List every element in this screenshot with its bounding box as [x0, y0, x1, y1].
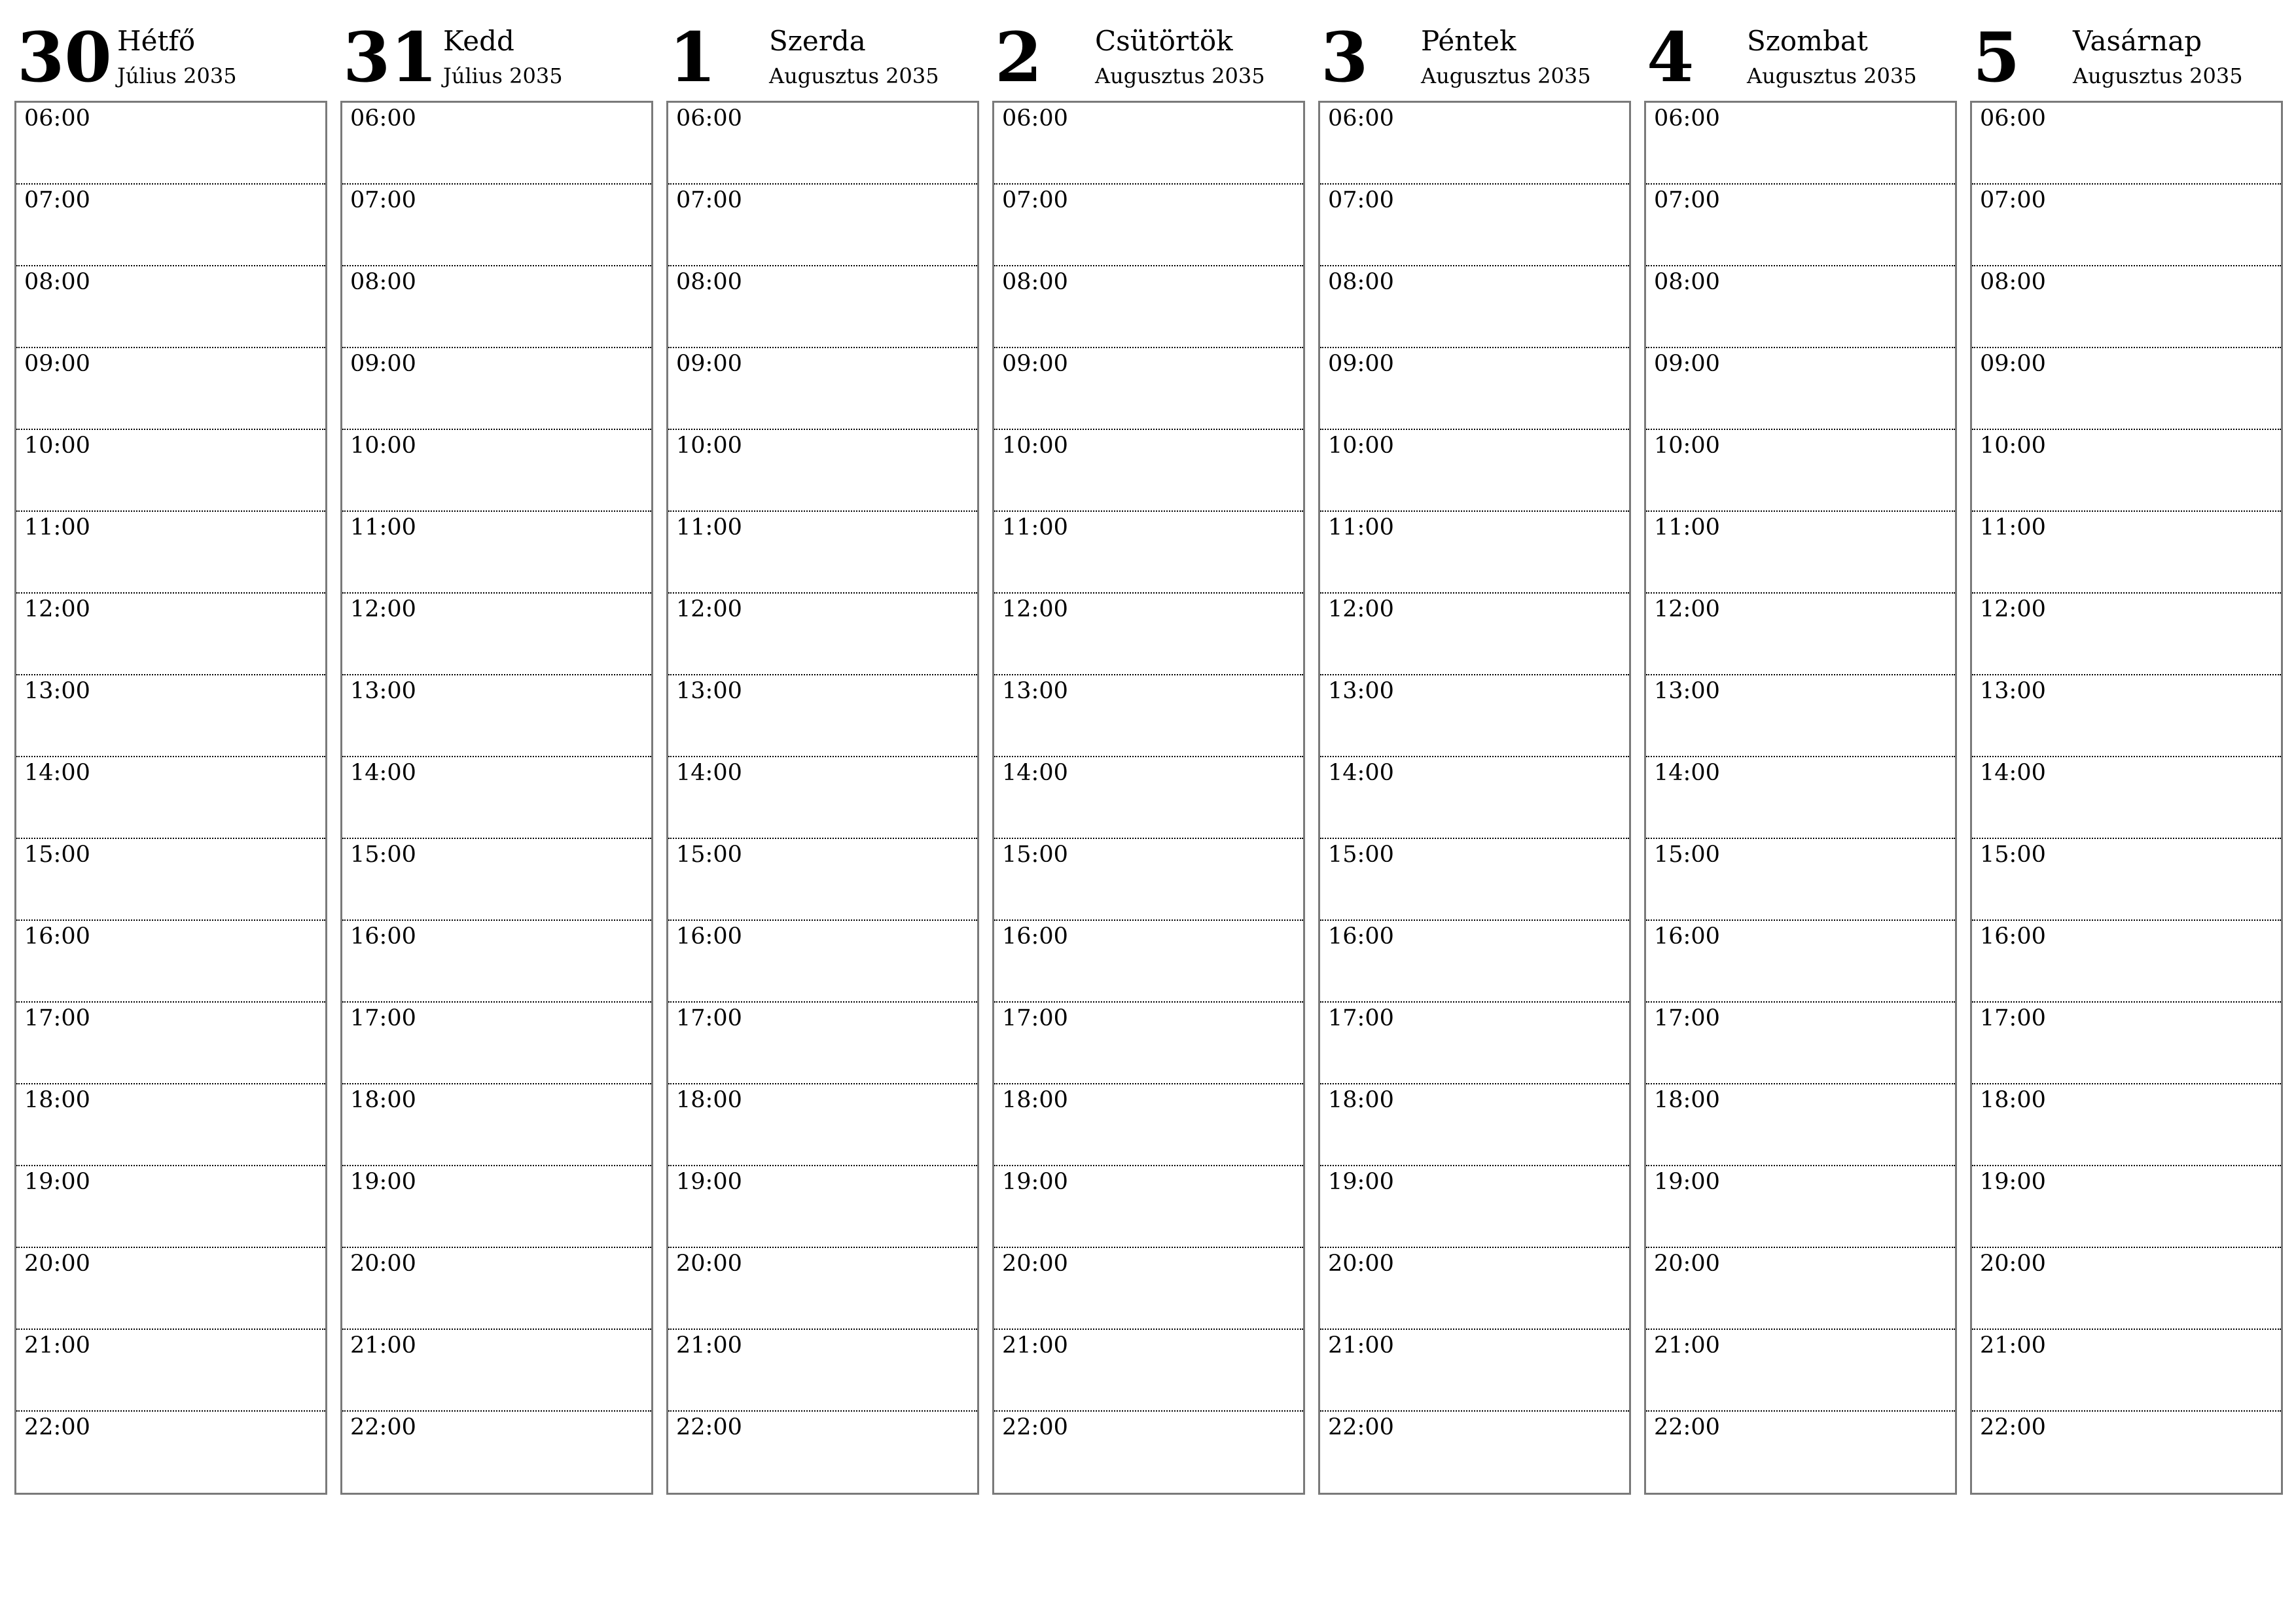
hour-slot[interactable] [1320, 921, 1629, 1003]
hour-slot[interactable] [1646, 921, 1955, 1003]
hour-slot[interactable] [16, 1084, 325, 1166]
hour-slot[interactable] [1320, 430, 1629, 512]
hour-label: 09:00 [676, 351, 742, 377]
hour-grid [666, 101, 979, 1495]
hour-slot[interactable] [342, 430, 651, 512]
hour-label: 17:00 [1328, 1005, 1394, 1031]
month-label: Július 2035 [443, 63, 563, 88]
hour-slot[interactable] [1320, 348, 1629, 430]
day-number: 30 [17, 17, 112, 98]
hour-slot[interactable] [668, 757, 977, 839]
hour-slot[interactable] [1646, 266, 1955, 348]
hour-slot[interactable] [668, 675, 977, 757]
hour-grid [1970, 101, 2283, 1495]
hour-slot[interactable] [16, 348, 325, 430]
hour-slot[interactable] [994, 185, 1303, 266]
hour-slot[interactable] [1320, 103, 1629, 185]
day-header [1970, 17, 2283, 101]
hour-slot[interactable] [342, 839, 651, 921]
hour-label: 12:00 [24, 596, 90, 622]
hour-slot[interactable] [1320, 1330, 1629, 1412]
day-column [1970, 17, 2283, 1499]
hour-slot[interactable] [1320, 1084, 1629, 1166]
hour-label: 22:00 [676, 1414, 742, 1440]
hour-slot[interactable] [1972, 1330, 2281, 1412]
hour-label: 21:00 [1002, 1332, 1068, 1359]
hour-label: 15:00 [1980, 842, 2046, 868]
hour-label: 20:00 [1328, 1251, 1394, 1277]
day-number: 1 [669, 17, 717, 98]
hour-slot[interactable] [994, 1330, 1303, 1412]
hour-slot[interactable] [342, 921, 651, 1003]
hour-slot[interactable] [994, 757, 1303, 839]
hour-label: 15:00 [1328, 842, 1394, 868]
hour-label: 11:00 [1980, 514, 2046, 541]
hour-label: 16:00 [676, 923, 742, 950]
month-label: Augusztus 2035 [1095, 63, 1265, 88]
hour-slot[interactable] [16, 185, 325, 266]
hour-label: 14:00 [1654, 760, 1720, 786]
hour-slot[interactable] [668, 512, 977, 594]
hour-label: 15:00 [24, 842, 90, 868]
hour-slot[interactable] [668, 103, 977, 185]
hour-label: 19:00 [350, 1169, 416, 1195]
hour-slot[interactable] [1646, 839, 1955, 921]
month-label: Augusztus 2035 [2073, 63, 2243, 88]
hour-slot[interactable] [994, 266, 1303, 348]
hour-label: 06:00 [676, 105, 742, 132]
hour-label: 10:00 [24, 433, 90, 459]
hour-slot[interactable] [668, 1248, 977, 1330]
hour-label: 10:00 [676, 433, 742, 459]
hour-label: 17:00 [676, 1005, 742, 1031]
hour-slot[interactable] [1320, 675, 1629, 757]
hour-label: 07:00 [1980, 187, 2046, 213]
hour-slot[interactable] [994, 430, 1303, 512]
hour-label: 19:00 [1328, 1169, 1394, 1195]
hour-label: 08:00 [676, 269, 742, 295]
hour-label: 21:00 [1328, 1332, 1394, 1359]
hour-label: 18:00 [24, 1087, 90, 1113]
hour-slot[interactable] [1646, 1084, 1955, 1166]
hour-slot[interactable] [994, 1248, 1303, 1330]
hour-label: 21:00 [24, 1332, 90, 1359]
hour-slot[interactable] [16, 675, 325, 757]
day-header [340, 17, 653, 101]
hour-slot[interactable] [668, 1003, 977, 1084]
hour-label: 06:00 [1002, 105, 1068, 132]
day-column [1318, 17, 1631, 1499]
hour-slot[interactable] [1972, 1084, 2281, 1166]
hour-slot[interactable] [1972, 430, 2281, 512]
hour-slot[interactable] [16, 839, 325, 921]
hour-label: 06:00 [1980, 105, 2046, 132]
hour-slot[interactable] [342, 757, 651, 839]
hour-label: 17:00 [1654, 1005, 1720, 1031]
hour-label: 22:00 [1328, 1414, 1394, 1440]
month-label: Július 2035 [117, 63, 237, 88]
hour-slot[interactable] [1646, 594, 1955, 675]
hour-label: 13:00 [1980, 678, 2046, 704]
day-name: Hétfő [117, 25, 196, 57]
hour-slot[interactable] [994, 1412, 1303, 1493]
hour-label: 10:00 [1328, 433, 1394, 459]
hour-label: 09:00 [1980, 351, 2046, 377]
hour-slot[interactable] [16, 266, 325, 348]
hour-label: 08:00 [1980, 269, 2046, 295]
hour-slot[interactable] [342, 675, 651, 757]
day-header [14, 17, 327, 101]
hour-label: 11:00 [1002, 514, 1068, 541]
hour-slot[interactable] [1972, 921, 2281, 1003]
hour-slot[interactable] [1646, 1330, 1955, 1412]
hour-label: 15:00 [676, 842, 742, 868]
day-header [666, 17, 979, 101]
hour-label: 06:00 [1654, 105, 1720, 132]
hour-label: 19:00 [24, 1169, 90, 1195]
hour-slot[interactable] [994, 1166, 1303, 1248]
hour-label: 22:00 [1980, 1414, 2046, 1440]
hour-slot[interactable] [1646, 103, 1955, 185]
month-label: Augusztus 2035 [769, 63, 939, 88]
hour-label: 10:00 [1002, 433, 1068, 459]
hour-label: 18:00 [1328, 1087, 1394, 1113]
hour-slot[interactable] [668, 348, 977, 430]
hour-slot[interactable] [342, 1003, 651, 1084]
day-number: 3 [1321, 17, 1369, 98]
hour-slot[interactable] [16, 1166, 325, 1248]
hour-slot[interactable] [16, 103, 325, 185]
hour-label: 18:00 [1002, 1087, 1068, 1113]
hour-label: 12:00 [1002, 596, 1068, 622]
hour-slot[interactable] [994, 103, 1303, 185]
hour-slot[interactable] [16, 1412, 325, 1493]
hour-label: 17:00 [350, 1005, 416, 1031]
hour-slot[interactable] [1646, 430, 1955, 512]
day-name: Szerda [769, 25, 866, 57]
hour-label: 16:00 [1002, 923, 1068, 950]
hour-slot[interactable] [1320, 757, 1629, 839]
hour-label: 08:00 [1654, 269, 1720, 295]
hour-label: 07:00 [24, 187, 90, 213]
hour-label: 11:00 [350, 514, 416, 541]
hour-label: 06:00 [350, 105, 416, 132]
day-column [14, 17, 327, 1499]
hour-slot[interactable] [1320, 1412, 1629, 1493]
hour-label: 13:00 [24, 678, 90, 704]
hour-label: 09:00 [350, 351, 416, 377]
hour-label: 14:00 [24, 760, 90, 786]
month-label: Augusztus 2035 [1747, 63, 1917, 88]
hour-slot[interactable] [1320, 266, 1629, 348]
hour-slot[interactable] [1972, 839, 2281, 921]
hour-slot[interactable] [1320, 839, 1629, 921]
hour-label: 14:00 [1002, 760, 1068, 786]
hour-slot[interactable] [668, 1412, 977, 1493]
day-column [340, 17, 653, 1499]
hour-label: 16:00 [1328, 923, 1394, 950]
hour-slot[interactable] [1646, 185, 1955, 266]
hour-label: 20:00 [1980, 1251, 2046, 1277]
hour-slot[interactable] [668, 430, 977, 512]
hour-label: 18:00 [676, 1087, 742, 1113]
hour-label: 11:00 [24, 514, 90, 541]
day-name: Kedd [443, 25, 514, 57]
hour-label: 19:00 [676, 1169, 742, 1195]
hour-label: 12:00 [350, 596, 416, 622]
hour-slot[interactable] [1972, 266, 2281, 348]
hour-slot[interactable] [1646, 1003, 1955, 1084]
hour-slot[interactable] [994, 675, 1303, 757]
hour-label: 13:00 [1002, 678, 1068, 704]
hour-label: 20:00 [350, 1251, 416, 1277]
hour-slot[interactable] [994, 348, 1303, 430]
hour-label: 18:00 [1980, 1087, 2046, 1113]
hour-slot[interactable] [1320, 1166, 1629, 1248]
hour-label: 19:00 [1980, 1169, 2046, 1195]
hour-slot[interactable] [1972, 1166, 2281, 1248]
hour-slot[interactable] [342, 1412, 651, 1493]
hour-grid [340, 101, 653, 1495]
hour-slot[interactable] [342, 1166, 651, 1248]
hour-grid [1644, 101, 1957, 1495]
hour-slot[interactable] [342, 1248, 651, 1330]
weekly-planner [14, 17, 2283, 1499]
hour-slot[interactable] [994, 921, 1303, 1003]
hour-label: 11:00 [1654, 514, 1720, 541]
hour-slot[interactable] [1646, 512, 1955, 594]
hour-slot[interactable] [16, 430, 325, 512]
hour-label: 10:00 [350, 433, 416, 459]
hour-label: 10:00 [1654, 433, 1720, 459]
hour-label: 19:00 [1002, 1169, 1068, 1195]
hour-slot[interactable] [1646, 348, 1955, 430]
hour-slot[interactable] [668, 185, 977, 266]
hour-slot[interactable] [16, 594, 325, 675]
hour-label: 18:00 [350, 1087, 416, 1113]
hour-slot[interactable] [342, 185, 651, 266]
day-column [1644, 17, 1957, 1499]
hour-label: 07:00 [1328, 187, 1394, 213]
hour-label: 17:00 [24, 1005, 90, 1031]
month-label: Augusztus 2035 [1421, 63, 1591, 88]
hour-slot[interactable] [16, 512, 325, 594]
hour-slot[interactable] [1646, 1412, 1955, 1493]
hour-label: 07:00 [1654, 187, 1720, 213]
hour-slot[interactable] [16, 1003, 325, 1084]
hour-slot[interactable] [1972, 103, 2281, 185]
hour-label: 22:00 [350, 1414, 416, 1440]
hour-label: 22:00 [24, 1414, 90, 1440]
hour-slot[interactable] [994, 1084, 1303, 1166]
hour-label: 06:00 [24, 105, 90, 132]
hour-slot[interactable] [342, 512, 651, 594]
hour-slot[interactable] [668, 921, 977, 1003]
hour-slot[interactable] [1972, 512, 2281, 594]
day-name: Szombat [1747, 25, 1868, 57]
hour-label: 10:00 [1980, 433, 2046, 459]
hour-label: 20:00 [24, 1251, 90, 1277]
hour-label: 09:00 [1654, 351, 1720, 377]
hour-label: 14:00 [676, 760, 742, 786]
hour-label: 22:00 [1654, 1414, 1720, 1440]
hour-slot[interactable] [1972, 757, 2281, 839]
hour-label: 20:00 [1654, 1251, 1720, 1277]
hour-label: 15:00 [1654, 842, 1720, 868]
hour-label: 19:00 [1654, 1169, 1720, 1195]
hour-label: 17:00 [1002, 1005, 1068, 1031]
hour-label: 13:00 [350, 678, 416, 704]
day-column [666, 17, 979, 1499]
hour-slot[interactable] [994, 1003, 1303, 1084]
hour-label: 15:00 [1002, 842, 1068, 868]
day-number: 5 [1973, 17, 2020, 98]
day-number: 2 [995, 17, 1043, 98]
hour-slot[interactable] [1972, 675, 2281, 757]
hour-slot[interactable] [1972, 1003, 2281, 1084]
hour-slot[interactable] [668, 1084, 977, 1166]
hour-slot[interactable] [994, 839, 1303, 921]
hour-label: 13:00 [1654, 678, 1720, 704]
hour-label: 16:00 [1980, 923, 2046, 950]
hour-slot[interactable] [1646, 675, 1955, 757]
hour-slot[interactable] [16, 1330, 325, 1412]
day-name: Péntek [1421, 25, 1516, 57]
hour-label: 16:00 [350, 923, 416, 950]
day-number: 31 [343, 17, 438, 98]
day-name: Vasárnap [2073, 25, 2202, 57]
hour-label: 12:00 [1654, 596, 1720, 622]
hour-label: 16:00 [1654, 923, 1720, 950]
hour-slot[interactable] [994, 594, 1303, 675]
hour-slot[interactable] [1972, 594, 2281, 675]
hour-label: 14:00 [1980, 760, 2046, 786]
hour-label: 14:00 [350, 760, 416, 786]
hour-label: 13:00 [676, 678, 742, 704]
hour-label: 08:00 [350, 269, 416, 295]
hour-label: 20:00 [676, 1251, 742, 1277]
hour-slot[interactable] [1320, 512, 1629, 594]
hour-slot[interactable] [16, 757, 325, 839]
day-column [992, 17, 1305, 1499]
day-number: 4 [1647, 17, 1695, 98]
hour-slot[interactable] [16, 921, 325, 1003]
hour-slot[interactable] [1320, 185, 1629, 266]
hour-slot[interactable] [16, 1248, 325, 1330]
hour-slot[interactable] [668, 839, 977, 921]
hour-label: 21:00 [676, 1332, 742, 1359]
hour-slot[interactable] [994, 512, 1303, 594]
hour-slot[interactable] [1320, 1003, 1629, 1084]
hour-label: 18:00 [1654, 1087, 1720, 1113]
hour-label: 07:00 [676, 187, 742, 213]
day-header [1318, 17, 1631, 101]
hour-slot[interactable] [342, 1330, 651, 1412]
hour-label: 09:00 [24, 351, 90, 377]
day-header [1644, 17, 1957, 101]
hour-grid [1318, 101, 1631, 1495]
hour-label: 16:00 [24, 923, 90, 950]
hour-slot[interactable] [342, 594, 651, 675]
hour-label: 11:00 [676, 514, 742, 541]
hour-label: 13:00 [1328, 678, 1394, 704]
hour-slot[interactable] [1320, 594, 1629, 675]
hour-slot[interactable] [668, 1330, 977, 1412]
hour-label: 21:00 [1980, 1332, 2046, 1359]
hour-label: 08:00 [24, 269, 90, 295]
hour-slot[interactable] [1320, 1248, 1629, 1330]
hour-slot[interactable] [1646, 1166, 1955, 1248]
hour-label: 12:00 [1328, 596, 1394, 622]
hour-slot[interactable] [1972, 348, 2281, 430]
hour-grid [992, 101, 1305, 1495]
hour-label: 17:00 [1980, 1005, 2046, 1031]
hour-slot[interactable] [668, 594, 977, 675]
hour-label: 14:00 [1328, 760, 1394, 786]
hour-label: 09:00 [1002, 351, 1068, 377]
hour-label: 21:00 [350, 1332, 416, 1359]
hour-grid [14, 101, 327, 1495]
hour-label: 11:00 [1328, 514, 1394, 541]
hour-slot[interactable] [1972, 1412, 2281, 1493]
hour-slot[interactable] [1972, 185, 2281, 266]
day-header [992, 17, 1305, 101]
hour-label: 09:00 [1328, 351, 1394, 377]
hour-label: 12:00 [1980, 596, 2046, 622]
hour-label: 06:00 [1328, 105, 1394, 132]
hour-slot[interactable] [342, 1084, 651, 1166]
hour-label: 07:00 [350, 187, 416, 213]
hour-slot[interactable] [342, 266, 651, 348]
hour-label: 20:00 [1002, 1251, 1068, 1277]
hour-label: 22:00 [1002, 1414, 1068, 1440]
hour-slot[interactable] [1646, 757, 1955, 839]
hour-slot[interactable] [1972, 1248, 2281, 1330]
hour-slot[interactable] [342, 348, 651, 430]
hour-label: 12:00 [676, 596, 742, 622]
hour-label: 08:00 [1328, 269, 1394, 295]
hour-label: 15:00 [350, 842, 416, 868]
hour-label: 07:00 [1002, 187, 1068, 213]
hour-slot[interactable] [342, 103, 651, 185]
hour-label: 21:00 [1654, 1332, 1720, 1359]
hour-slot[interactable] [668, 266, 977, 348]
hour-label: 08:00 [1002, 269, 1068, 295]
day-name: Csütörtök [1095, 25, 1233, 57]
hour-slot[interactable] [668, 1166, 977, 1248]
hour-slot[interactable] [1646, 1248, 1955, 1330]
